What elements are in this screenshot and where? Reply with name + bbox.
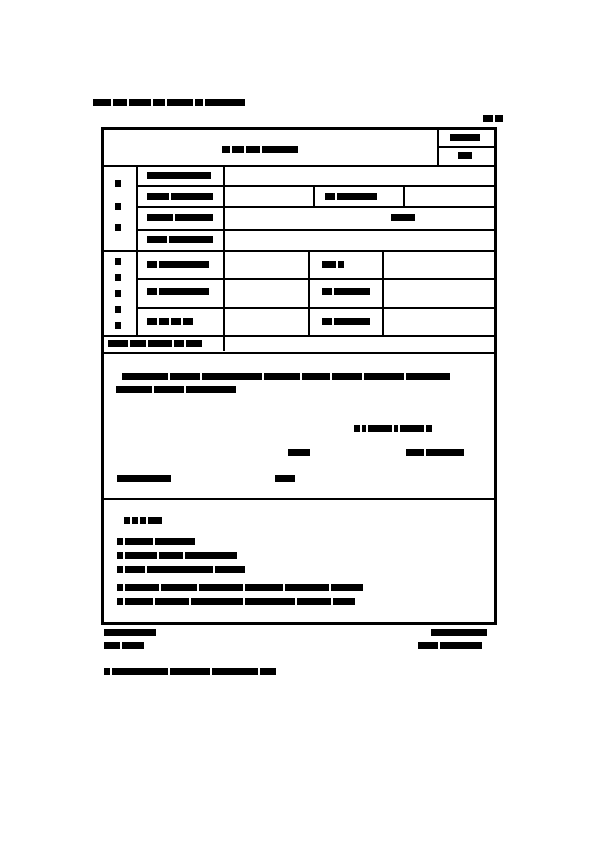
target-side-label-5 [115, 322, 123, 329]
attachments-heading [124, 517, 164, 524]
stamp-label-bottom [458, 152, 474, 159]
target-row-3b [322, 318, 372, 325]
applicant-side-label-1 [115, 180, 123, 187]
purpose-row-label [108, 340, 204, 347]
applicant-side-label-3 [115, 224, 123, 231]
attachment-item-1 [117, 538, 197, 545]
applicant-row-3b [391, 214, 417, 221]
target-side-label-1 [115, 258, 123, 265]
declaration-signature-b [406, 449, 466, 456]
target-side-label-4 [115, 306, 123, 313]
attachment-item-5 [117, 598, 357, 605]
attachment-item-3 [117, 566, 247, 573]
declaration-recipient [117, 475, 173, 482]
target-row-2 [147, 288, 211, 295]
declaration-signature [288, 449, 312, 456]
footer-right-bottom [418, 642, 484, 649]
declaration-recipient-b [275, 475, 297, 482]
target-row-2b [322, 288, 372, 295]
header-note [93, 99, 247, 106]
footer-left-bottom [104, 642, 146, 649]
form-title [222, 146, 300, 153]
target-row-1b [322, 261, 346, 268]
attachment-item-2 [117, 552, 239, 559]
applicant-row-1 [147, 172, 213, 179]
target-row-1 [147, 261, 211, 268]
form-number [483, 115, 505, 122]
applicant-row-2b [325, 193, 379, 200]
attachment-item-4 [117, 584, 365, 591]
declaration-body-1 [122, 373, 452, 380]
applicant-side-label-2 [115, 203, 123, 210]
declaration-body-2 [116, 386, 238, 393]
target-side-label-2 [115, 274, 123, 281]
footer-note [104, 668, 278, 675]
declaration-date [354, 425, 434, 432]
target-side-label-3 [115, 290, 123, 297]
applicant-row-3 [147, 214, 215, 221]
applicant-row-4 [147, 236, 215, 243]
applicant-row-2 [147, 193, 215, 200]
footer-left-top [104, 629, 158, 636]
stamp-label-top [450, 134, 482, 141]
footer-right-top [431, 629, 489, 636]
target-row-3 [147, 318, 195, 325]
